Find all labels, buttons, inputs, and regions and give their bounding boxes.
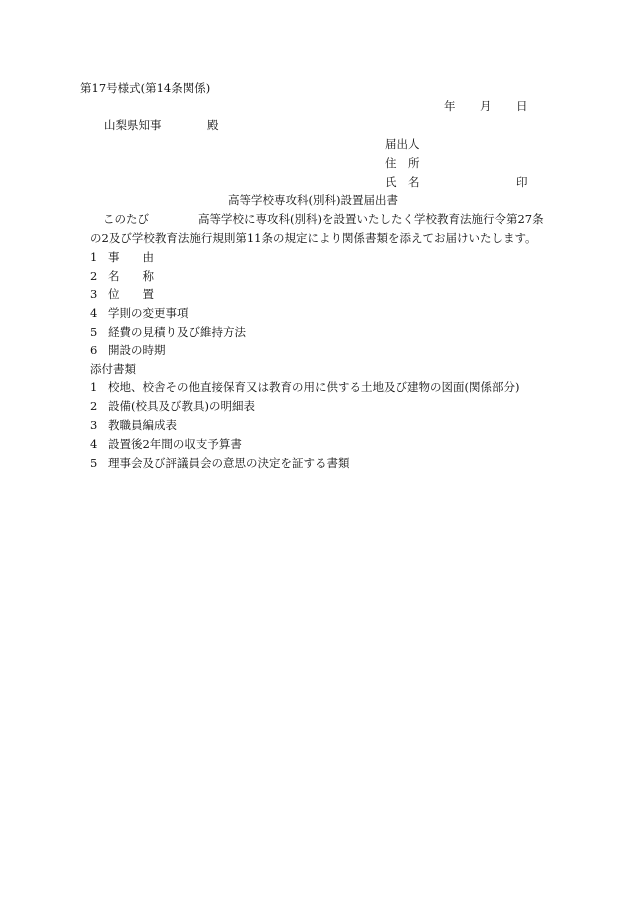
attachment-text: 教職員編成表 [108,418,177,432]
list-item-text: 事 由 [108,250,154,264]
form-number: 第17号様式(第14条関係) [80,81,211,95]
list-item-number: 1 [90,250,98,264]
attachment-text: 理事会及び評議員会の意思の決定を証する書類 [108,456,350,470]
applicant-name-label: 氏 名 [385,175,420,189]
list-item-text: 位 置 [108,287,154,301]
attachment-number: 4 [90,437,98,451]
attachments-heading: 添付書類 [90,362,136,376]
attachment-text: 校地、校舎その他直接保育又は教育の用に供する土地及び建物の図面(関係部分) [108,380,520,394]
list-item-text: 経費の見積り及び維持方法 [108,325,246,339]
list-item-number: 5 [90,325,98,339]
applicant-label: 届出人 [385,137,420,151]
addressee-honorific: 殿 [207,118,219,132]
addressee-name: 山梨県知事 [104,118,162,132]
body-line1-prefix: このたび [103,212,149,226]
list-item-text: 開設の時期 [108,343,166,357]
attachment-number: 5 [90,456,98,470]
list-item-text: 名 称 [108,269,154,283]
list-item-number: 3 [90,287,98,301]
attachment-number: 2 [90,399,98,413]
date-year-label: 年 [444,99,456,113]
date-day-label: 日 [516,99,528,113]
attachment-text: 設置後2年間の収支予算書 [108,437,242,451]
body-line2: の2及び学校教育法施行規則第11条の規定により関係書類を添えてお届けいたします。 [90,231,537,245]
attachment-number: 1 [90,380,98,394]
body-line1-suffix: 高等学校に専攻科(別科)を設置いたしたく学校教育法施行令第27条 [198,212,544,226]
date-month-label: 月 [480,99,492,113]
attachment-text: 設備(校具及び教具)の明細表 [108,399,255,413]
attachment-number: 3 [90,418,98,432]
seal-mark: 印 [516,175,528,189]
list-item-number: 6 [90,343,98,357]
list-item-number: 2 [90,269,98,283]
applicant-address-label: 住 所 [385,156,420,170]
document-title: 高等学校専攻科(別科)設置届出書 [228,193,398,207]
list-item-text: 学則の変更事項 [108,306,189,320]
list-item-number: 4 [90,306,98,320]
